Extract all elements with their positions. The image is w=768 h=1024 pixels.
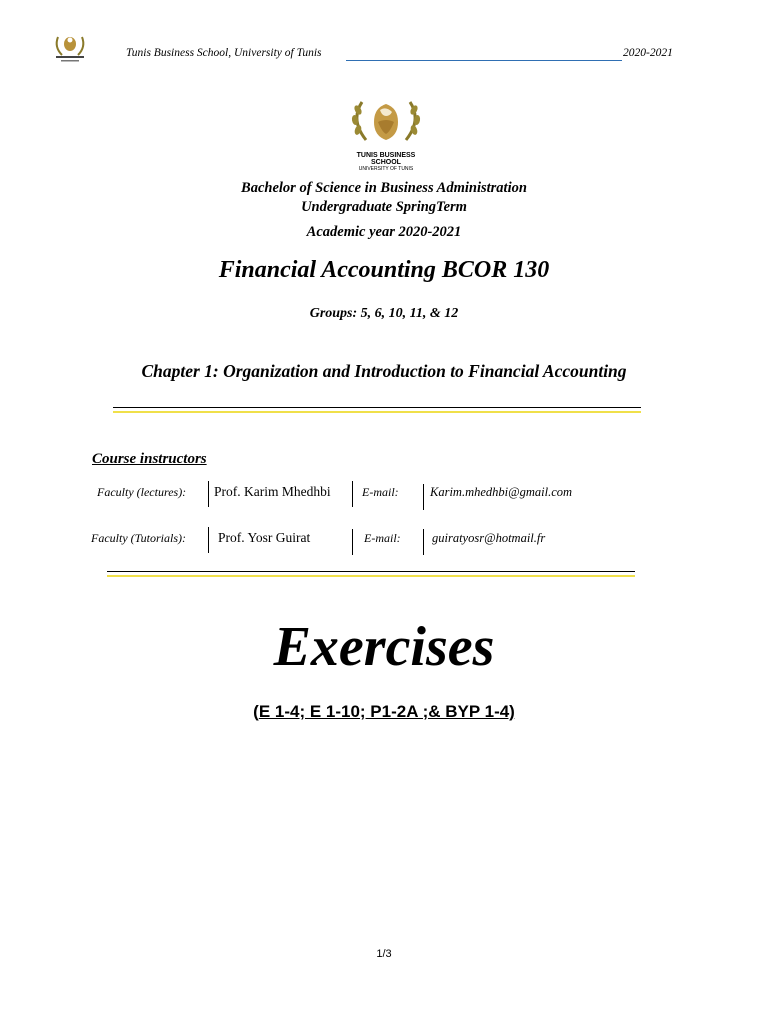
- instructors-rule-black: [107, 571, 635, 572]
- column-divider: [208, 481, 209, 507]
- course-title: Financial Accounting BCOR 130: [218, 257, 550, 283]
- tbs-main-logo: [344, 96, 428, 172]
- column-divider: [208, 527, 209, 553]
- column-divider: [352, 529, 353, 555]
- header-year: 2020-2021: [623, 47, 673, 59]
- instructors-rule-yellow: [107, 575, 635, 577]
- instructor-name: Prof. Karim Mhedhbi: [214, 484, 331, 499]
- instructor-role: Faculty (Tutorials):: [91, 531, 186, 545]
- chapter-rule-yellow: [113, 411, 641, 413]
- header-rule: [346, 60, 622, 61]
- tbs-small-logo-icon: [52, 33, 88, 63]
- logo-university-name: UNIVERSITY OF TUNIS: [358, 166, 414, 172]
- instructors-heading: Course instructors: [92, 451, 207, 467]
- exercises-open-paren: (: [253, 702, 259, 721]
- exercises-items: E 1-4; E 1-10; P1-2A ;& BYP 1-4): [258, 702, 515, 721]
- header-school-name: Tunis Business School, University of Tunis: [126, 47, 322, 59]
- column-divider: [423, 529, 424, 555]
- program-term: Undergraduate SpringTerm: [301, 199, 467, 215]
- instructor-role: Faculty (lectures):: [97, 485, 187, 499]
- logo-school-name: TUNIS BUSINESS SCHOOL: [356, 152, 416, 166]
- program-degree: Bachelor of Science in Business Administration: [241, 180, 527, 196]
- program-academic-year: Academic year 2020-2021: [306, 224, 462, 240]
- course-groups: Groups: 5, 6, 10, 11, & 12: [309, 306, 459, 321]
- column-divider: [352, 481, 353, 507]
- instructor-email-link[interactable]: guiratyosr@hotmail.fr: [432, 531, 546, 545]
- page-number: 1/3: [376, 948, 392, 960]
- chapter-title: Chapter 1: Organization and Introduction to Financial Accounting: [141, 361, 627, 381]
- tbs-eagle-laurel-icon: [344, 96, 428, 146]
- email-label: E-mail:: [362, 485, 399, 499]
- exercises-title: Exercises: [273, 616, 495, 678]
- instructor-email-link[interactable]: Karim.mhedhbi@gmail.com: [430, 485, 573, 499]
- chapter-rule-black: [113, 407, 641, 408]
- exercises-list: [0, 702, 768, 722]
- email-label: E-mail:: [364, 531, 401, 545]
- column-divider: [423, 484, 424, 510]
- instructor-name: Prof. Yosr Guirat: [218, 530, 311, 545]
